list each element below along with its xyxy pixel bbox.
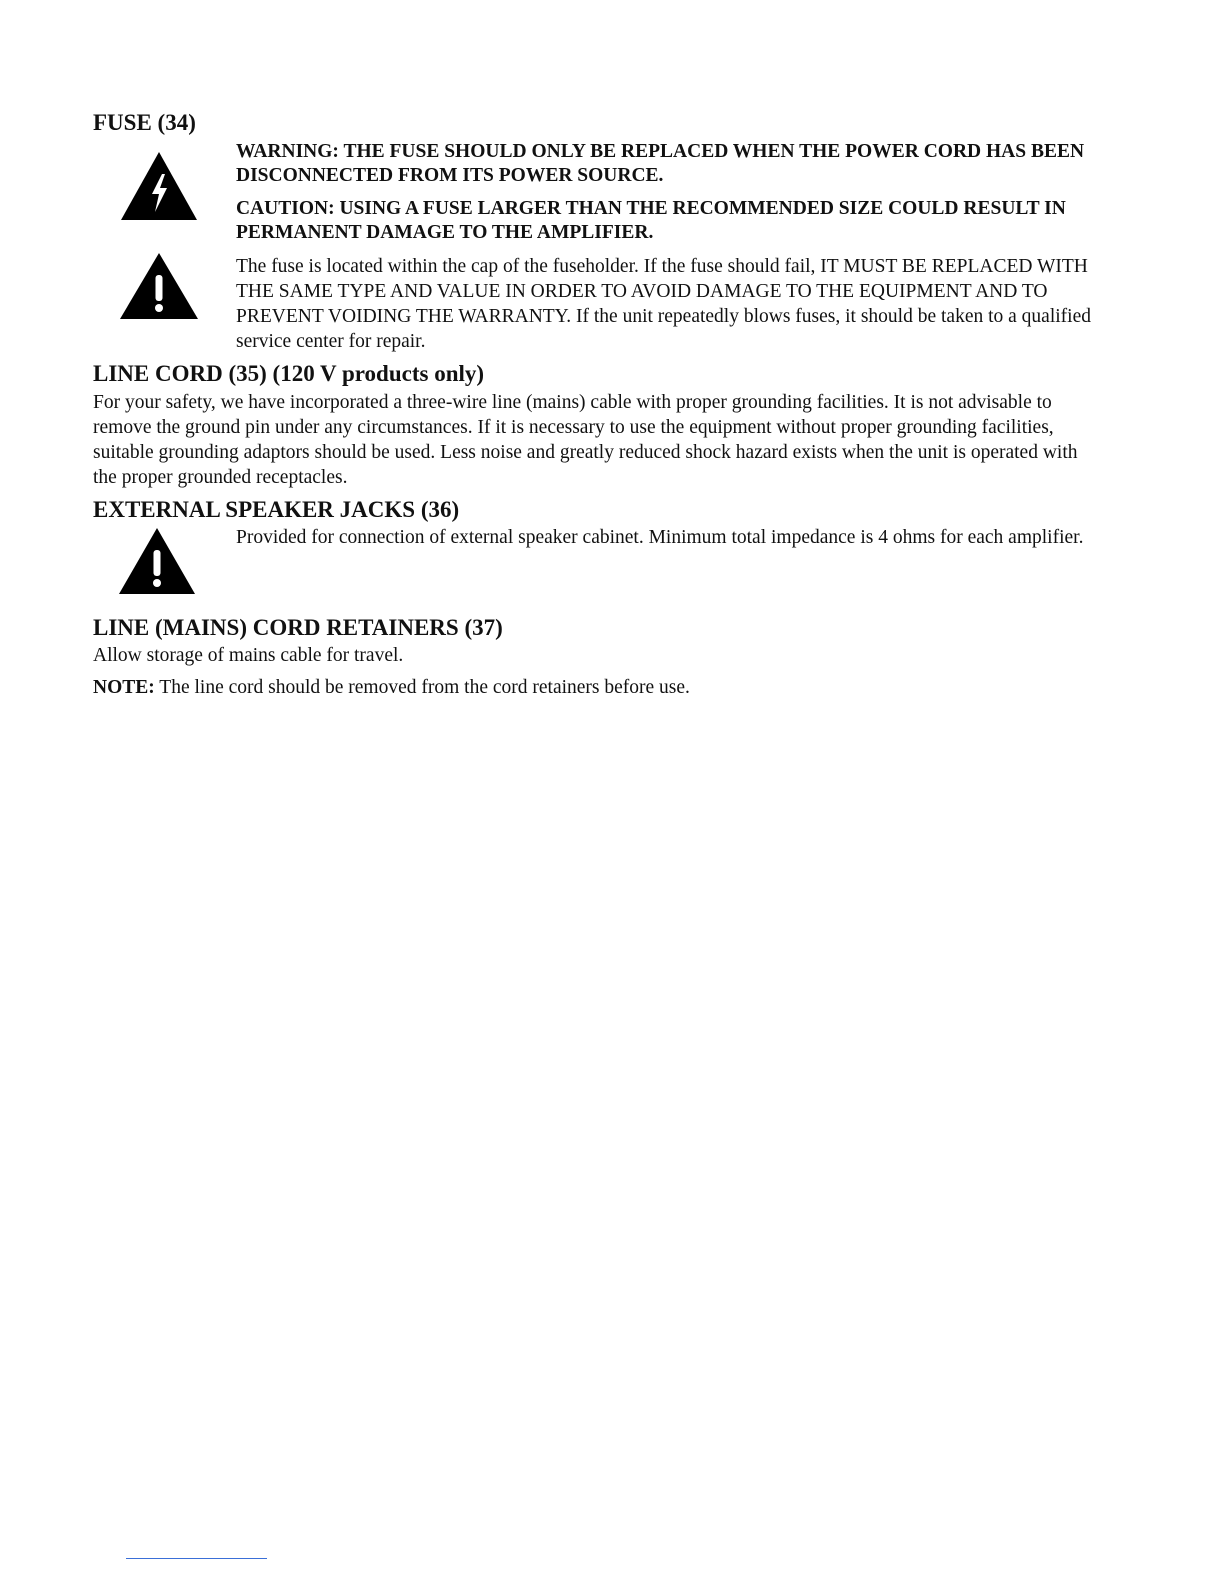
lightning-warning-icon	[121, 152, 197, 225]
caution-exclamation-icon	[119, 528, 195, 599]
fuse-heading: FUSE (34)	[93, 110, 196, 135]
speaker-jacks-heading: EXTERNAL SPEAKER JACKS (36)	[93, 497, 460, 522]
footer-rule	[126, 1558, 267, 1559]
note-label: NOTE:	[93, 677, 155, 698]
line-cord-body: For your safety, we have incorporated a three-wire line (mains) cable with proper grounding facilities. It is not advisable to remove the ground pin under any circumstances. If it is necessary to use the equipment without proper grounding facilities, suitable grounding adaptors should be used. Less noise and greatly reduced shock hazard exists when the unit is operated with the proper grounded receptacles.	[93, 392, 1078, 488]
speaker-jacks-body: Provided for connection of external speaker cabinet. Minimum total impedance is 4 ohms for each amplifier.	[236, 527, 1084, 548]
fuse-body: The fuse is located within the cap of the fuseholder. If the fuse should fail, IT MUST BE REPLACED WITH THE SAME TYPE AND VALUE IN ORDER TO AVOID DAMAGE TO THE EQUIPMENT AND TO PREVENT VOIDING THE WARRANTY. If the unit repeatedly blows fuses, it should be taken to a qualified service center for repair.	[236, 256, 1091, 352]
caution-exclamation-icon	[120, 253, 198, 324]
line-cord-heading: LINE CORD (35) (120 V products only)	[93, 361, 485, 386]
fuse-warning: WARNING: THE FUSE SHOULD ONLY BE REPLACED WHEN THE POWER CORD HAS BEEN DISCONNECTED FROM ITS POWER SOURCE.	[236, 141, 1085, 186]
cord-retainers-body: Allow storage of mains cable for travel.	[93, 645, 404, 666]
fuse-caution: CAUTION: USING A FUSE LARGER THAN THE RECOMMENDED SIZE COULD RESULT IN PERMANENT DAMAGE TO THE AMPLIFIER.	[236, 198, 1066, 243]
note-text: The line cord should be removed from the cord retainers before use.	[154, 677, 690, 698]
cord-retainers-note	[93, 675, 690, 700]
cord-retainers-heading: LINE (MAINS) CORD RETAINERS (37)	[93, 615, 503, 640]
